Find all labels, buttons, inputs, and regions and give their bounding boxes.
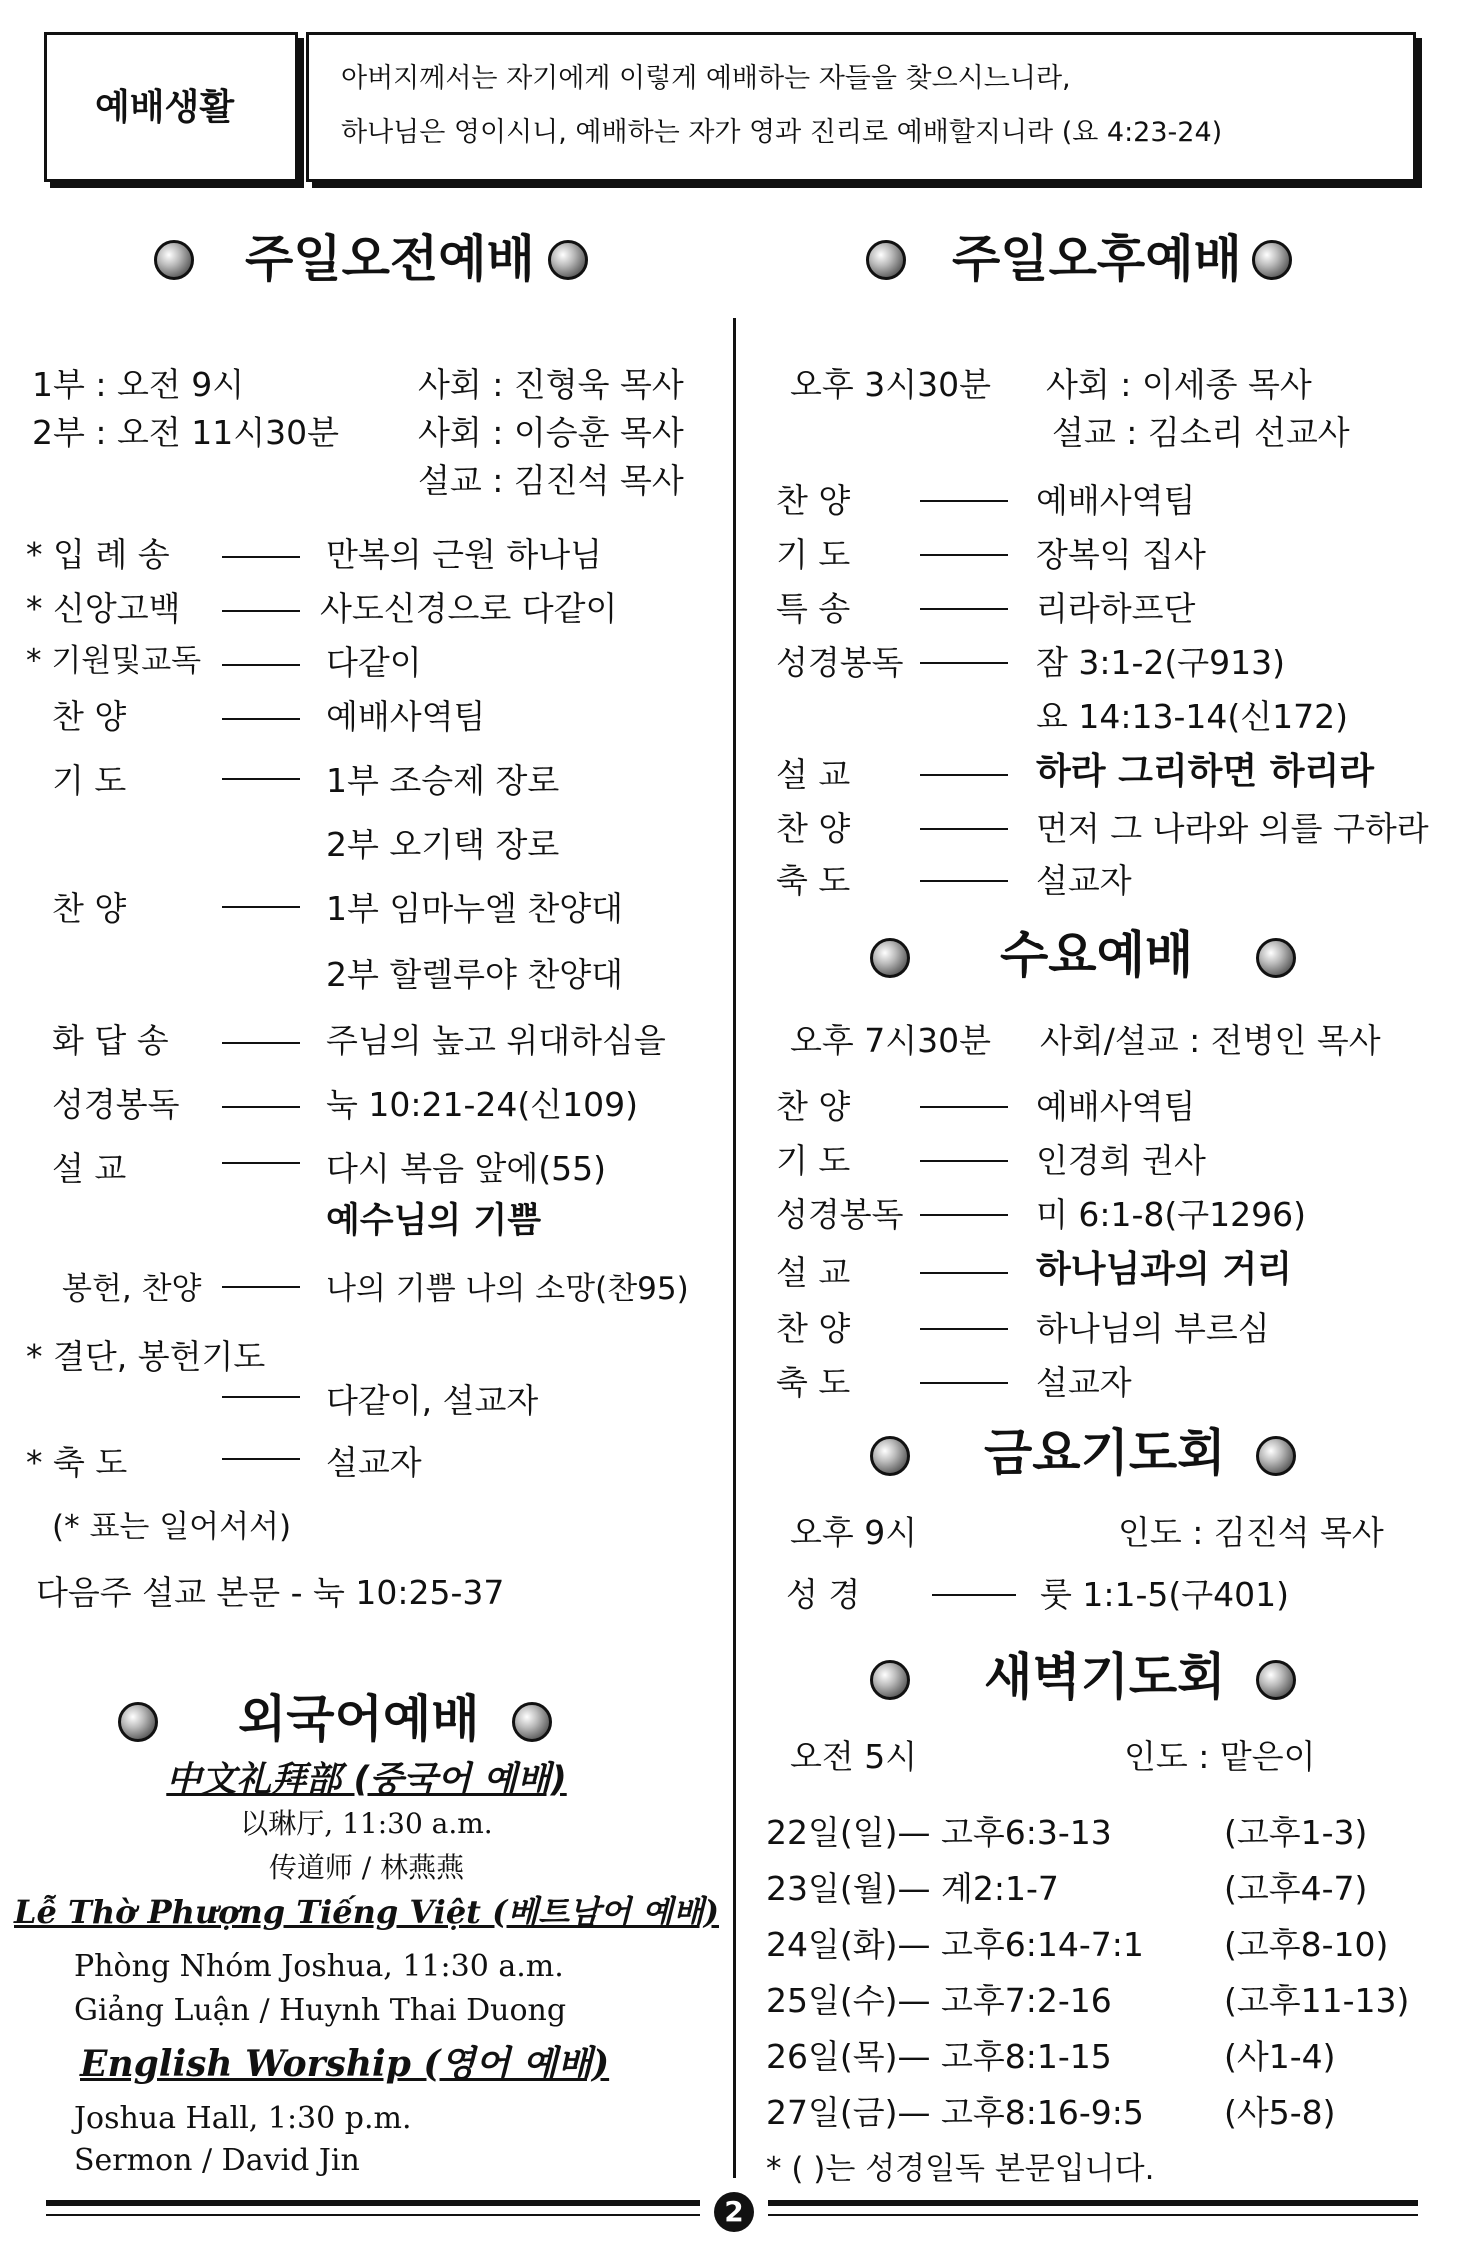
order-label: 특 송 xyxy=(776,589,851,628)
order-label: 설 교 xyxy=(776,1253,851,1292)
bullet-ball-icon xyxy=(1256,1660,1296,1700)
dawn-extra: (고후11-13) xyxy=(1224,1981,1410,2020)
standing-note: (* 표는 일어서서) xyxy=(52,1509,292,1545)
bullet-ball-icon xyxy=(548,240,588,280)
verse-line-1: 아버지께서는 자기에게 이렇게 예배하는 자들을 찾으시느니라, xyxy=(341,63,1071,94)
order-label: * 결단, 봉헌기도 xyxy=(26,1337,266,1376)
footer-rule-right-thin xyxy=(768,2214,1418,2216)
order-value: 룻 1:1-5(구401) xyxy=(1040,1575,1289,1614)
foreign-title: 외국어예배 xyxy=(238,1690,480,1748)
order-label: 기 도 xyxy=(776,1141,851,1180)
footer-rule-left xyxy=(46,2200,700,2206)
dash-line xyxy=(920,662,1008,664)
order-value: 리라하프단 xyxy=(1036,589,1196,628)
order-value-2: 요 14:13-14(신172) xyxy=(1036,697,1348,736)
dawn-day: 24일(화)— 고후6:14-7:1 xyxy=(766,1925,1144,1964)
chinese-service xyxy=(0,1758,733,1890)
dash-line xyxy=(920,554,1008,556)
sermon-title: 예수님의 기쁨 xyxy=(326,1201,542,1241)
chinese-title: 中文礼拜部 (중국어 예배) xyxy=(166,1760,567,1800)
order-label: 기 도 xyxy=(776,535,851,574)
order-label: 축 도 xyxy=(776,1363,851,1402)
order-value: 설교자 xyxy=(326,1443,422,1482)
dash-line xyxy=(920,1272,1008,1274)
afternoon-time: 오후 3시30분 xyxy=(790,365,991,404)
order-label: 설 교 xyxy=(52,1149,127,1188)
dawn-day: 23일(월)— 계2:1-7 xyxy=(766,1869,1059,1908)
dawn-day: 22일(일)— 고후6:3-13 xyxy=(766,1813,1112,1852)
dawn-day: 26일(목)— 고후8:1-15 xyxy=(766,2037,1112,2076)
dash-line xyxy=(222,556,300,558)
vietnamese-line-2: Giảng Luận / Huynh Thai Duong xyxy=(74,1993,567,2028)
wednesday-title: 수요예배 xyxy=(1000,926,1194,984)
dash-line xyxy=(932,1594,1016,1596)
order-label: * 신앙고백 xyxy=(26,589,181,628)
order-value: 나의 기쁨 나의 소망(찬95) xyxy=(326,1271,689,1307)
order-value: 설교자 xyxy=(1036,1363,1132,1402)
dash-line xyxy=(920,828,1008,830)
order-value: 먼저 그 나라와 의를 구하라 xyxy=(1036,809,1429,848)
order-value-2: 2부 할렐루야 찬양대 xyxy=(326,955,623,994)
afternoon-sermon-role: 설교 : 김소리 선교사 xyxy=(1052,413,1350,452)
wednesday-role: 사회/설교 : 전병인 목사 xyxy=(1040,1021,1381,1060)
section-label: 예배생활 xyxy=(95,87,235,128)
dash-line xyxy=(222,1396,300,1398)
order-label: 성경봉독 xyxy=(52,1085,180,1124)
order-value: 눅 10:21-24(신109) xyxy=(326,1085,638,1124)
bullet-ball-icon xyxy=(154,240,194,280)
order-value: 설교자 xyxy=(1036,861,1132,900)
bullet-ball-icon xyxy=(118,1702,158,1742)
dash-line xyxy=(222,778,300,780)
order-value: 예배사역팀 xyxy=(326,697,486,736)
dawn-day: 25일(수)— 고후7:2-16 xyxy=(766,1981,1112,2020)
dash-line xyxy=(222,906,300,908)
dash-line xyxy=(222,664,300,666)
order-value: 다같이, 설교자 xyxy=(326,1381,539,1420)
friday-time: 오후 9시 xyxy=(790,1513,918,1552)
dash-line xyxy=(222,1458,300,1460)
dash-line xyxy=(920,1382,1008,1384)
friday-title: 금요기도회 xyxy=(984,1424,1226,1482)
verse-line-2: 하나님은 영이시니, 예배하는 자가 영과 진리로 예배할지니라 (요 4:23-24) xyxy=(341,117,1223,148)
dash-line xyxy=(222,1042,300,1044)
bullet-ball-icon xyxy=(870,938,910,978)
order-value: 예배사역팀 xyxy=(1036,481,1196,520)
dawn-extra: (고후8-10) xyxy=(1224,1925,1389,1964)
sermon-title: 하나님과의 거리 xyxy=(1036,1249,1292,1290)
order-value: 예배사역팀 xyxy=(1036,1087,1196,1126)
order-value: 다시 복음 앞에(55) xyxy=(326,1149,606,1188)
morning-time-2: 2부 : 오전 11시30분 xyxy=(32,413,339,452)
afternoon-role: 사회 : 이세종 목사 xyxy=(1046,365,1312,404)
order-label: 찬 양 xyxy=(52,697,127,736)
chinese-line-1: 以琳厅, 11:30 a.m. xyxy=(240,1807,493,1840)
dash-line xyxy=(920,880,1008,882)
order-label: 설 교 xyxy=(776,755,851,794)
vietnamese-title: Lễ Thờ Phượng Tiếng Việt (베트남어 예배) xyxy=(14,1893,719,1931)
dash-line xyxy=(222,1286,300,1288)
bullet-ball-icon xyxy=(512,1702,552,1742)
column-divider xyxy=(733,318,736,2178)
dash-line xyxy=(920,1160,1008,1162)
morning-sermon-role: 설교 : 김진석 목사 xyxy=(418,461,684,500)
order-label: * 축 도 xyxy=(26,1443,128,1482)
order-label: 성 경 xyxy=(786,1575,861,1614)
dawn-role: 인도 : 맡은이 xyxy=(1124,1737,1316,1776)
header-label-box xyxy=(44,32,298,182)
dash-line xyxy=(222,610,300,612)
order-value: 미 6:1-8(구1296) xyxy=(1036,1195,1306,1234)
order-label: 축 도 xyxy=(776,861,851,900)
order-value: 인경희 권사 xyxy=(1036,1141,1206,1180)
dawn-extra: (사5-8) xyxy=(1224,2093,1336,2132)
order-value: 만복의 근원 하나님 xyxy=(326,535,603,574)
order-value: 1부 임마누엘 찬양대 xyxy=(326,889,623,928)
bullet-ball-icon xyxy=(1252,240,1292,280)
dawn-title: 새벽기도회 xyxy=(984,1648,1226,1706)
dawn-day: 27일(금)— 고후8:16-9:5 xyxy=(766,2093,1144,2132)
bullet-ball-icon xyxy=(870,1660,910,1700)
english-title: English Worship (영어 예배) xyxy=(80,2043,610,2085)
dash-line xyxy=(920,500,1008,502)
order-label: 성경봉독 xyxy=(776,643,904,682)
morning-time-1: 1부 : 오전 9시 xyxy=(32,365,245,404)
order-label: 기 도 xyxy=(52,761,127,800)
morning-title: 주일오전예배 xyxy=(245,230,535,288)
order-value: 잠 3:1-2(구913) xyxy=(1036,643,1285,682)
bullet-ball-icon xyxy=(1256,938,1296,978)
afternoon-title: 주일오후예배 xyxy=(952,230,1242,288)
footer-rule-left-thin xyxy=(46,2214,700,2216)
morning-role-2: 사회 : 이승훈 목사 xyxy=(418,413,684,452)
dawn-extra: (사1-4) xyxy=(1224,2037,1336,2076)
verse-box xyxy=(306,32,1416,182)
page-number: 2 xyxy=(714,2192,754,2232)
order-label: 찬 양 xyxy=(776,481,851,520)
order-label: * 기원및교독 xyxy=(26,643,202,679)
dawn-note: * ( )는 성경일독 본문입니다. xyxy=(766,2151,1155,2187)
next-sermon: 다음주 설교 본문 - 눅 10:25-37 xyxy=(36,1573,505,1612)
order-label: 봉헌, 찬양 xyxy=(62,1271,202,1307)
dash-line xyxy=(920,774,1008,776)
english-line-1: Joshua Hall, 1:30 p.m. xyxy=(74,2101,412,2136)
dash-line xyxy=(920,608,1008,610)
footer-rule-right xyxy=(768,2200,1418,2206)
dawn-extra: (고후1-3) xyxy=(1224,1813,1368,1852)
chinese-line-2: 传道师 / 林燕燕 xyxy=(268,1851,465,1884)
order-value: 사도신경으로 다같이 xyxy=(320,589,618,628)
order-label: * 입 례 송 xyxy=(26,535,170,574)
order-value: 하나님의 부르심 xyxy=(1036,1309,1270,1348)
vietnamese-line-1: Phòng Nhóm Joshua, 11:30 a.m. xyxy=(74,1949,564,1984)
dash-line xyxy=(222,1162,300,1164)
bullet-ball-icon xyxy=(870,1436,910,1476)
order-value: 다같이 xyxy=(326,643,422,682)
order-label: 찬 양 xyxy=(776,1087,851,1126)
order-value: 1부 조승제 장로 xyxy=(326,761,560,800)
order-label: 찬 양 xyxy=(776,809,851,848)
order-value: 주님의 높고 위대하심을 xyxy=(326,1021,666,1060)
english-line-2: Sermon / David Jin xyxy=(74,2143,360,2178)
bullet-ball-icon xyxy=(866,240,906,280)
sermon-title: 하라 그리하면 하리라 xyxy=(1036,751,1375,792)
order-label: 화 답 송 xyxy=(52,1021,169,1060)
friday-role: 인도 : 김진석 목사 xyxy=(1118,1513,1384,1552)
dash-line xyxy=(222,1106,300,1108)
dash-line xyxy=(222,718,300,720)
dash-line xyxy=(920,1214,1008,1216)
order-label: 성경봉독 xyxy=(776,1195,904,1234)
order-value: 장복익 집사 xyxy=(1036,535,1206,574)
dash-line xyxy=(920,1106,1008,1108)
order-label: 찬 양 xyxy=(776,1309,851,1348)
dash-line xyxy=(920,1328,1008,1330)
bullet-ball-icon xyxy=(1256,1436,1296,1476)
dawn-extra: (고후4-7) xyxy=(1224,1869,1368,1908)
morning-role-1: 사회 : 진형욱 목사 xyxy=(418,365,684,404)
dawn-time: 오전 5시 xyxy=(790,1737,918,1776)
order-label: 찬 양 xyxy=(52,889,127,928)
order-value-2: 2부 오기택 장로 xyxy=(326,825,560,864)
wednesday-time: 오후 7시30분 xyxy=(790,1021,991,1060)
